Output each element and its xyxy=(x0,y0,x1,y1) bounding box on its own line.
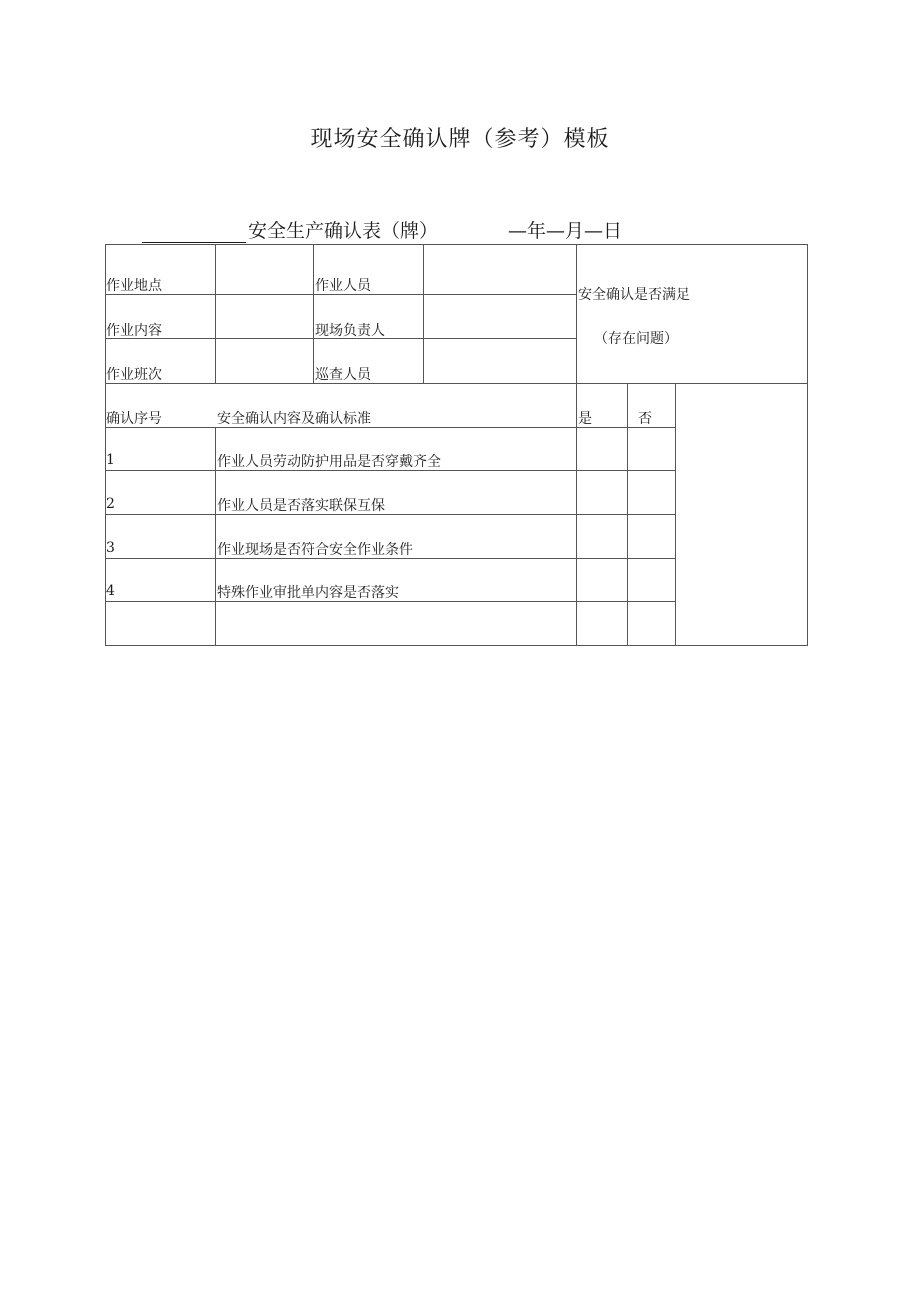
divider xyxy=(215,427,216,646)
label-existing-problems: （存在问题） xyxy=(594,331,678,347)
label-work-location: 作业地点 xyxy=(106,278,162,294)
row-seq: 4 xyxy=(106,583,115,599)
table-bottom-border xyxy=(105,645,808,646)
header-yes: 是 xyxy=(578,411,592,427)
row-content: 作业人员是否落实联保互保 xyxy=(217,498,385,514)
label-workers: 作业人员 xyxy=(315,278,371,294)
divider xyxy=(576,244,577,383)
divider xyxy=(313,244,314,383)
unit-name-blank xyxy=(142,222,246,243)
label-safety-satisfied: 安全确认是否满足 xyxy=(578,287,690,303)
row-content: 作业现场是否符合安全作业条件 xyxy=(217,542,413,558)
date-field: —年—月—日 xyxy=(508,220,623,242)
form-subtitle: 安全生产确认表（牌） xyxy=(248,220,439,242)
label-work-content: 作业内容 xyxy=(106,323,162,339)
header-no: 否 xyxy=(638,411,652,427)
form-subtitle-line xyxy=(142,216,622,244)
row-content: 特殊作业审批单内容是否落实 xyxy=(217,585,399,601)
row-seq: 2 xyxy=(106,496,115,512)
label-work-shift: 作业班次 xyxy=(106,367,162,383)
label-inspector: 巡查人员 xyxy=(315,367,371,383)
header-content: 安全确认内容及确认标准 xyxy=(217,411,371,427)
document-title: 现场安全确认牌（参考）模板 xyxy=(310,127,610,152)
divider xyxy=(423,244,424,383)
table-top-border xyxy=(105,244,808,245)
row-seq: 1 xyxy=(106,452,115,468)
row-seq: 3 xyxy=(106,540,115,556)
row-content: 作业人员劳动防护用品是否穿戴齐全 xyxy=(217,454,441,470)
label-site-supervisor: 现场负责人 xyxy=(315,323,385,339)
table-right-border xyxy=(807,244,808,646)
divider xyxy=(105,383,808,384)
header-seq: 确认序号 xyxy=(106,411,162,427)
divider xyxy=(105,514,676,515)
divider xyxy=(215,244,216,383)
